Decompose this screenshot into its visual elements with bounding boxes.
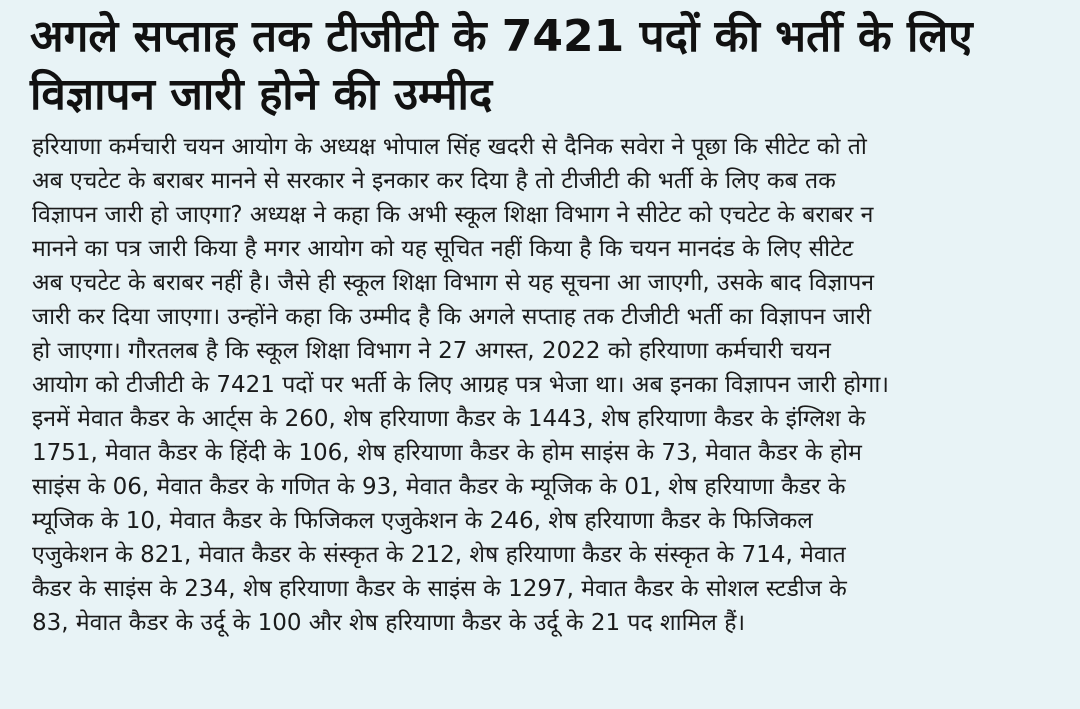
body-line-15: 83, मेवात कैडर के उर्दू के 100 और शेष हरियाणा कैडर के उर्दू के 21 पद शामिल हैं।: [32, 610, 746, 636]
body-line-10: 1751, मेवात कैडर के हिंदी के 106, शेष हरियाणा कैडर के होम साइंस के 73, मेवात कैडर के होम: [32, 440, 862, 466]
body-line-13: एजुकेशन के 821, मेवात कैडर के संस्कृत के 212, शेष हरियाणा कैडर के संस्कृत के 714, मेवात: [32, 542, 846, 568]
body-line-12: म्यूजिक के 10, मेवात कैडर के फिजिकल एजुकेशन के 246, शेष हरियाणा कैडर के फिजिकल: [32, 508, 813, 534]
body-line-8: आयोग को टीजीटी के 7421 पदों पर भर्ती के लिए आग्रह पत्र भेजा था। अब इनका विज्ञापन जारी होगा।: [32, 372, 890, 398]
headline-line-2: विज्ञापन जारी होने की उम्मीद: [30, 69, 493, 120]
body-line-7: हो जाएगा। गौरतलब है कि स्कूल शिक्षा विभाग ने 27 अगस्त, 2022 को हरियाणा कर्मचारी चयन: [32, 338, 831, 364]
body-line-3: विज्ञापन जारी हो जाएगा? अध्यक्ष ने कहा कि अभी स्कूल शिक्षा विभाग ने सीटेट को एचटेट के बराबर न: [32, 202, 874, 228]
article-body: [32, 130, 1054, 640]
body-line-9: इनमें मेवात कैडर के आर्ट्स के 260, शेष हरियाणा कैडर के 1443, शेष हरियाणा कैडर के इंग्लिश के: [32, 406, 866, 432]
body-line-4: मानने का पत्र जारी किया है मगर आयोग को यह सूचित नहीं किया है कि चयन मानदंड के लिए सीटेट: [32, 236, 854, 262]
headline-line-1: अगले सप्ताह तक टीजीटी के 7421 पदों की भर्ती के लिए: [30, 11, 973, 62]
body-line-6: जारी कर दिया जाएगा। उन्होंने कहा कि उम्मीद है कि अगले सप्ताह तक टीजीटी भर्ती का विज्ञापन जारी: [32, 304, 872, 330]
body-line-1: हरियाणा कर्मचारी चयन आयोग के अध्यक्ष भोपाल सिंह खदरी से दैनिक सवेरा ने पूछा कि सीटेट को तो: [32, 134, 867, 160]
body-line-5: अब एचटेट के बराबर नहीं है। जैसे ही स्कूल शिक्षा विभाग से यह सूचना आ जाएगी, उसके बाद विज्ञापन: [32, 270, 875, 296]
body-line-14: कैडर के साइंस के 234, शेष हरियाणा कैडर के साइंस के 1297, मेवात कैडर के सोशल स्टडीज के: [32, 576, 847, 602]
body-line-2: अब एचटेट के बराबर मानने से सरकार ने इनकार कर दिया है तो टीजीटी की भर्ती के लिए कब तक: [32, 168, 836, 194]
headline: [30, 8, 1060, 124]
body-line-11: साइंस के 06, मेवात कैडर के गणित के 93, मेवात कैडर के म्यूजिक के 01, शेष हरियाणा कैडर के: [32, 474, 846, 500]
